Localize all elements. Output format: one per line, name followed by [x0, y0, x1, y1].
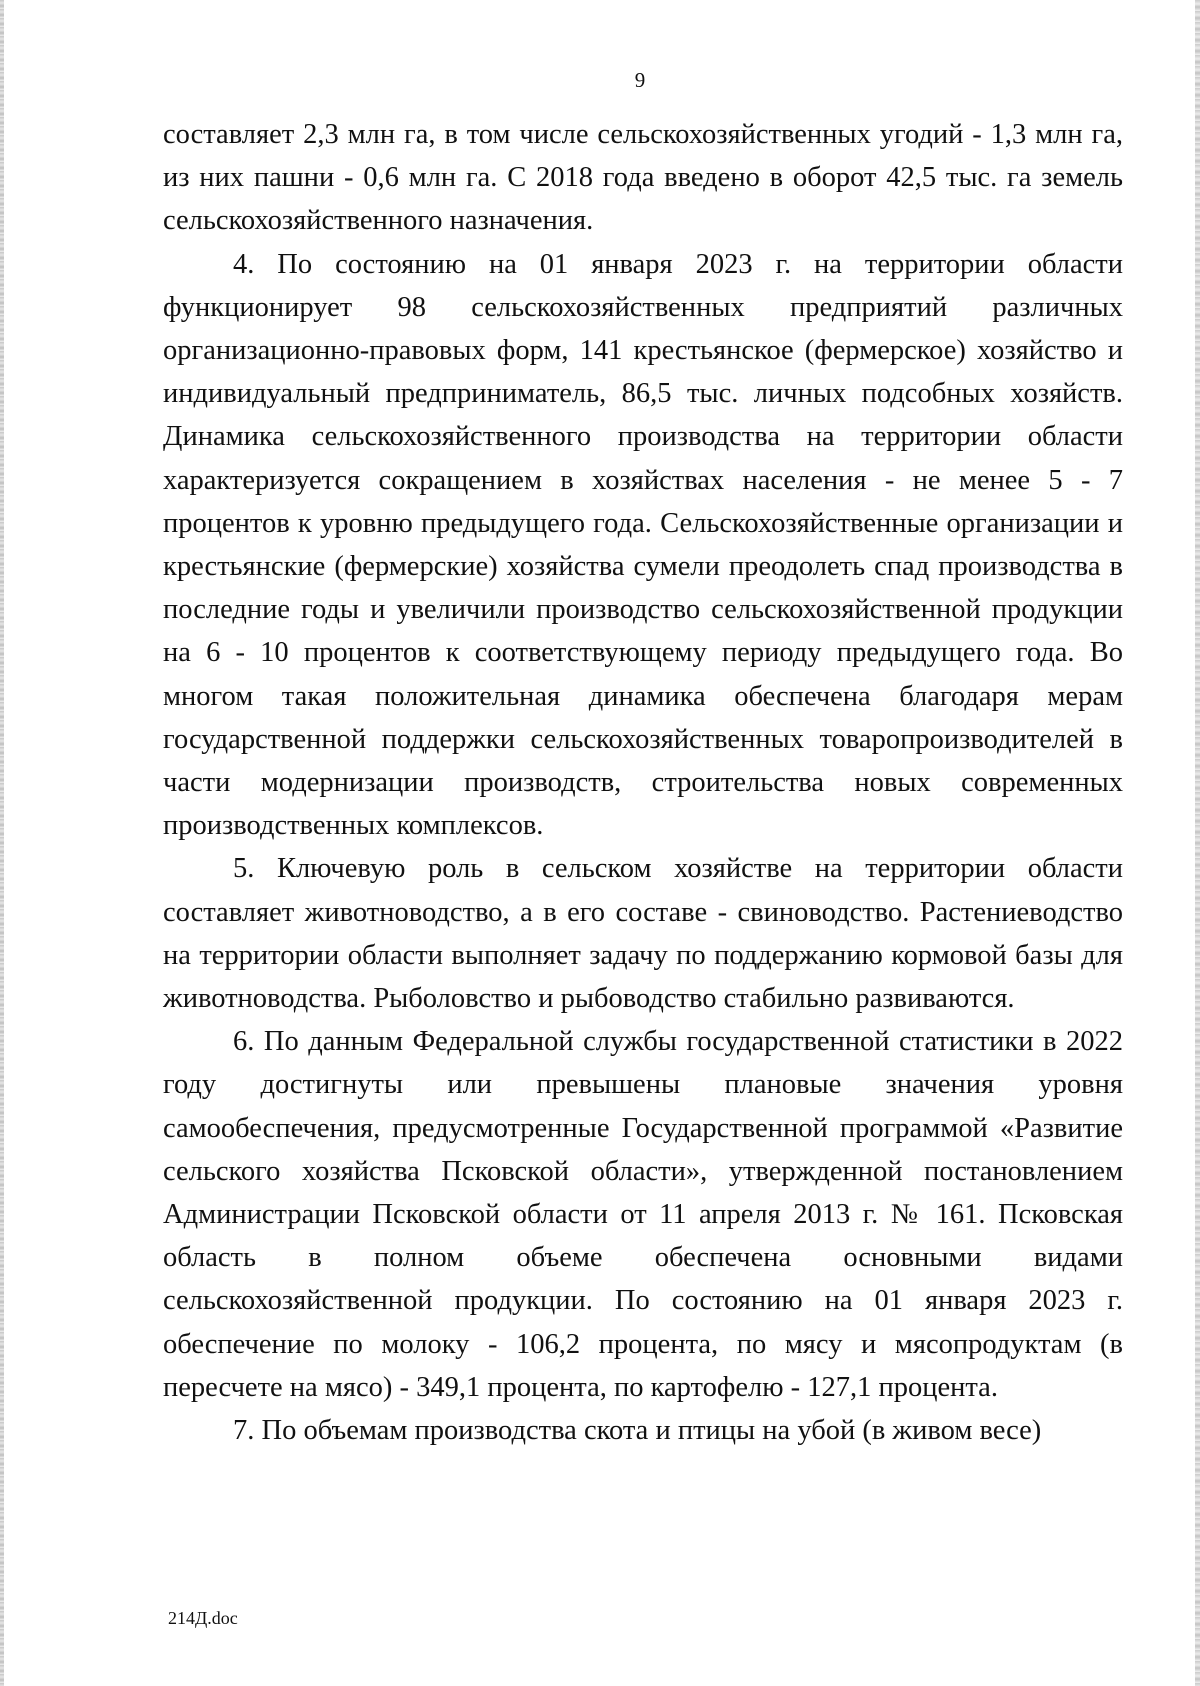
paragraph-5: 5. Ключевую роль в сельском хозяйстве на территории области составляет животноводство, а в его составе - свиноводство. Растениеводство на территории области выполняет задачу по поддержанию кормовой базы для животноводства. Рыболовство и рыбоводство стабильно развиваются.: [163, 853, 1123, 1015]
document-body: [163, 113, 1123, 1452]
footer-filename: 214Д.doc: [168, 1608, 238, 1628]
paragraph-4: 4. По состоянию на 01 января 2023 г. на территории области функционирует 98 сельскохозяйственных предприятий различных организационно-правовых форм, 141 крестьянское (фермерское) хозяйство и индивидуальный предприниматель, 86,5 тыс. личных подсобных хозяйств. Динамика сельскохозяйственного производства на территории области характеризуется сокращением в хозяйствах населения - не менее 5 - 7 процентов к уровню предыдущего года. Сельскохозяйственные организации и крестьянские (фермерские) хозяйства сумели преодолеть спад производства в последние годы и увеличили производство сельскохозяйственной продукции на 6 - 10 процентов к соответствующему периоду предыдущего года. Во многом такая положительная динамика обеспечена благодаря мерам государственной поддержки сельскохозяйственных товаропроизводителей в части модернизации производств, строительства новых современных производственных комплексов.: [163, 248, 1123, 842]
page-number: 9: [634, 68, 646, 92]
paragraph-7: 7. По объемам производства скота и птицы на убой (в живом весе): [233, 1415, 1042, 1447]
paragraph-continuation: составляет 2,3 млн га, в том числе сельскохозяйственных угодий - 1,3 млн га, из них пашни - 0,6 млн га. С 2018 года введено в оборот 42,5 тыс. га земель сельскохозяйственного назначения.: [163, 119, 1123, 237]
scan-edge-left: [0, 0, 4, 1686]
paragraph-6: 6. По данным Федеральной службы государственной статистики в 2022 году достигнуты или превышены плановые значения уровня самообеспечения, предусмотренные Государственной программой «Развитие сельского хозяйства Псковской области», утвержденной постановлением Администрации Псковской области от 11 апреля 2013 г. № 161. Псковская область в полном объеме обеспечена основными видами сельскохозяйственной продукции. По состоянию на 01 января 2023 г. обеспечение по молоку - 106,2 процента, по мясу и мясопродуктам (в пересчете на мясо) - 349,1 процента, по картофелю - 127,1 процента.: [163, 1026, 1123, 1403]
scan-edge-right: [1195, 0, 1200, 1686]
